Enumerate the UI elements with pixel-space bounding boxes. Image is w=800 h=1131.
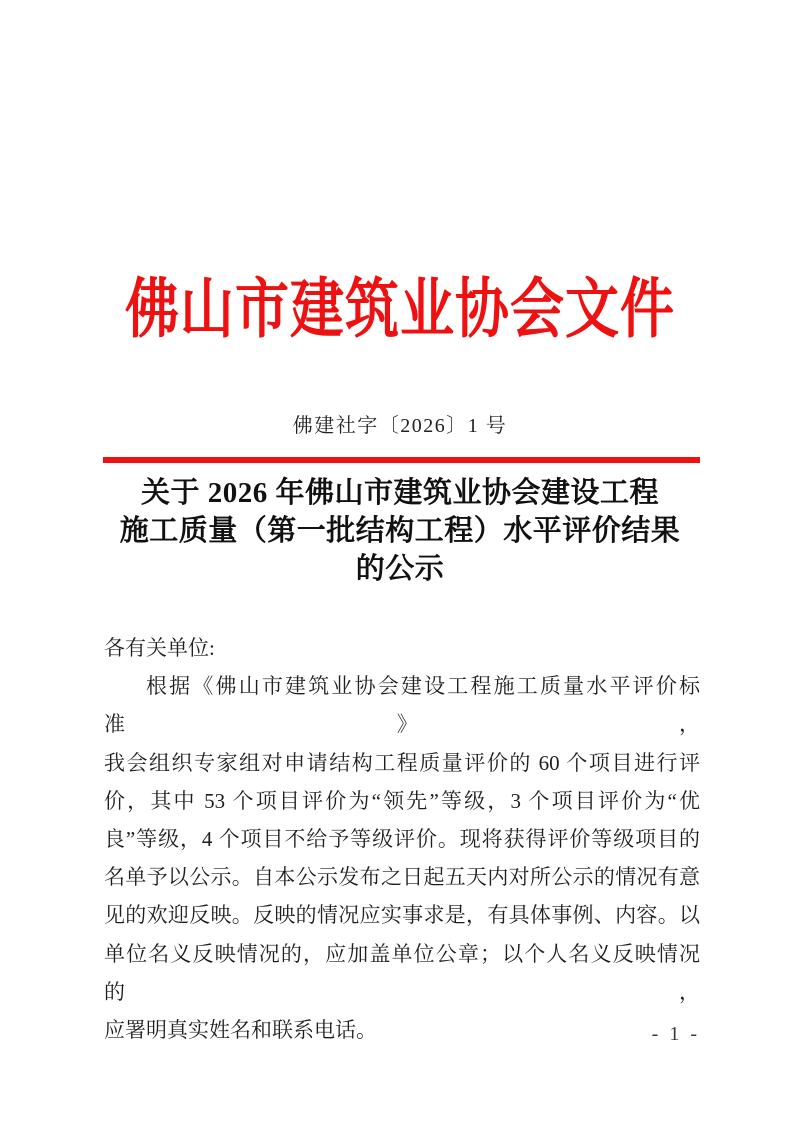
document-title-line-3: 的公示	[355, 553, 445, 585]
body-line: 单位名义反映情况的，应加盖单位公章；以个人名义反映情况的，	[104, 941, 700, 1004]
letterhead-title: 佛山市建筑业协会文件	[125, 273, 675, 346]
salutation: 各有关单位:	[104, 636, 215, 660]
body-line: 我会组织专家组对申请结构工程质量评价的 60 个项目进行评	[104, 750, 700, 775]
document-body	[104, 629, 700, 1049]
body-line: 见的欢迎反映。反映的情况应实事求是，有具体事例、内容。以	[104, 903, 700, 928]
body-line: 名单予以公示。自本公示发布之日起五天内对所公示的情况有意	[104, 865, 700, 890]
body-line: 价，其中 53 个项目评价为“领先”等级，3 个项目评价为“优	[104, 788, 700, 813]
page-number: - 1 -	[651, 1023, 700, 1045]
body-line: 根据《佛山市建筑业协会建设工程施工质量水平评价标准》，	[104, 674, 700, 737]
document-title-line-2: 施工质量（第一批结构工程）水平评价结果	[119, 515, 681, 547]
document-title-line-1: 关于 2026 年佛山市建筑业协会建设工程	[140, 477, 659, 509]
document-title	[88, 474, 712, 588]
red-separator-line	[103, 457, 700, 463]
body-line: 良”等级，4 个项目不给予等级评价。现将获得评价等级项目的	[104, 827, 700, 852]
document-number: 佛建社字〔2026〕1 号	[292, 415, 508, 437]
body-line: 应署明真实姓名和联系电话。	[104, 1018, 377, 1043]
